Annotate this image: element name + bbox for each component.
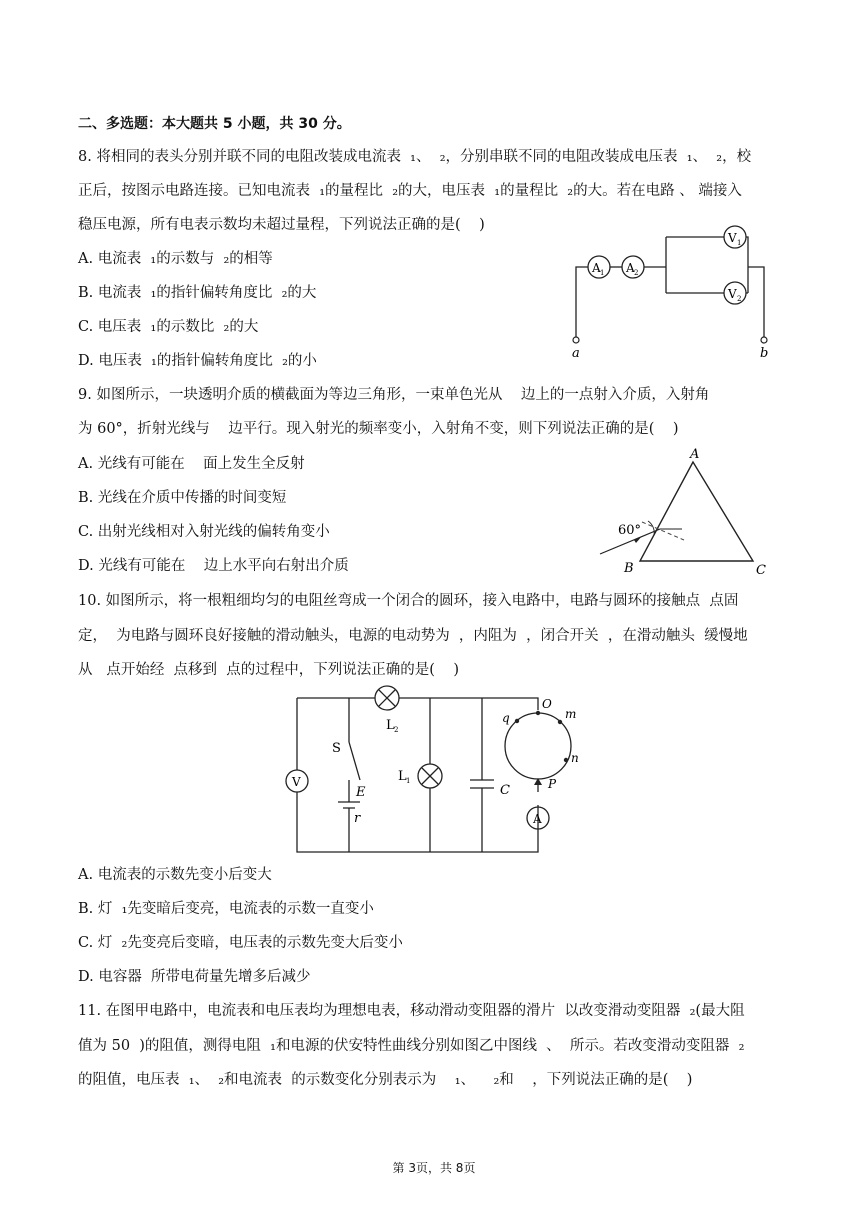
q8-stem-line-3: 稳压电源，所有电表示数均未超过量程，下列说法正确的是( ) (78, 217, 485, 233)
lamp2-label: L (386, 718, 395, 733)
lamp1-label: L (398, 769, 407, 784)
q10-stem-line-3: 从 点开始经 点移到 点的过程中，下列说法正确的是( ) (78, 662, 460, 678)
internal-r-label: r (354, 811, 361, 826)
lamp2-sub: 2 (394, 726, 399, 734)
section-heading: 二、多选题：本大题共 5 小题，共 30 分。 (78, 116, 351, 132)
capacitor-label: C (500, 783, 510, 798)
voltmeter-v2-sub: 2 (737, 295, 742, 303)
q8-option-a: A. 电流表 ₁的示数与 ₂的相等 (78, 251, 273, 267)
point-q-label: q (502, 711, 510, 725)
ammeter-a1-sub: 1 (600, 269, 605, 277)
vertex-b-label: B (624, 561, 634, 576)
point-m-label: m (565, 707, 577, 721)
voltmeter-v1-label: V (728, 231, 737, 245)
q10-stem-line-1: 10. 如图所示，将一根粗细均匀的电阻丝弯成一个闭合的圆环，接入电路中，电路与圆环的接触点 点固 (78, 593, 739, 609)
q8-option-c: C. 电压表 ₁的示数比 ₂的大 (78, 319, 259, 335)
q9-option-d: D. 光线有可能在 边上水平向右射出介质 (78, 558, 349, 574)
terminal-a-label: a (572, 346, 580, 361)
point-n-label: n (571, 751, 579, 765)
q8-option-d: D. 电压表 ₁的指针偏转角度比 ₂的小 (78, 353, 317, 369)
voltmeter-label: V (292, 775, 301, 789)
q9-prism-figure (590, 444, 780, 579)
q11-stem-line-3: 的阻值，电压表 ₁、 ₂和电流表 的示数变化分别表示为 ₁、 ₂和 ，下列说法正确的是( ) (78, 1072, 693, 1088)
ammeter-a1-label: A (592, 261, 601, 275)
voltmeter-v1-sub: 1 (737, 239, 742, 247)
vertex-a-label: A (690, 447, 700, 462)
q8-stem-line-2: 正后，按图示电路连接。已知电流表 ₁的量程比 ₂的大，电压表 ₁的量程比 ₂的大。若在电路 、 端接入 (78, 183, 742, 199)
point-p-label: P (548, 777, 557, 791)
point-o-label: O (542, 697, 552, 711)
q10-circuit-figure (280, 680, 600, 860)
ammeter-label: A (533, 812, 542, 826)
incidence-angle-label: 60° (618, 523, 642, 538)
q10-option-b: B. 灯 ₁先变暗后变亮，电流表的示数一直变小 (78, 901, 374, 917)
q10-option-c: C. 灯 ₂先变亮后变暗，电压表的示数先变大后变小 (78, 935, 403, 951)
emf-label: E (356, 785, 366, 800)
q8-option-b: B. 电流表 ₁的指针偏转角度比 ₂的大 (78, 285, 317, 301)
q11-stem-line-1: 11. 在图甲电路中，电流表和电压表均为理想电表，移动滑动变阻器的滑片 以改变滑动变阻器 ₂(最大阻 (78, 1003, 745, 1019)
lamp1-sub: 1 (406, 777, 411, 785)
q11-stem-line-2: 值为 50 )的阻值，测得电阻 ₁和电源的伏安特性曲线分别如图乙中图线 、 所示。若改变滑动变阻器 ₂ (78, 1038, 745, 1054)
switch-label: S (332, 741, 341, 756)
q8-circuit-figure (560, 222, 780, 362)
ammeter-a2-sub: 2 (634, 269, 639, 277)
q9-option-b: B. 光线在介质中传播的时间变短 (78, 490, 287, 506)
q10-option-a: A. 电流表的示数先变小后变大 (78, 867, 272, 883)
page-footer: 第 3页，共 8页 (392, 1161, 476, 1175)
q10-stem-line-2: 定， 为电路与圆环良好接触的滑动触头，电源的电动势为 ，内阻为 ，闭合开关 ，在滑动触头 缓慢地 (78, 628, 748, 644)
ammeter-a2-label: A (626, 261, 635, 275)
q8-stem-line-1: 8. 将相同的表头分别并联不同的电阻改装成电流表 ₁、 ₂，分别串联不同的电阻改装成电压表 ₁、 ₂，校 (78, 149, 752, 165)
vertex-c-label: C (756, 563, 766, 578)
q9-stem-line-1: 9. 如图所示，一块透明介质的横截面为等边三角形，一束单色光从 边上的一点射入介质，入射角 (78, 387, 710, 403)
voltmeter-v2-label: V (728, 287, 737, 301)
q10-option-d: D. 电容器 所带电荷量先增多后减少 (78, 969, 311, 985)
q9-stem-line-2: 为 60°，折射光线与 边平行。现入射光的频率变小，入射角不变，则下列说法正确的是( ) (78, 421, 679, 437)
q9-option-c: C. 出射光线相对入射光线的偏转角变小 (78, 524, 330, 540)
terminal-b-label: b (760, 346, 769, 361)
q9-option-a: A. 光线有可能在 面上发生全反射 (78, 456, 305, 472)
